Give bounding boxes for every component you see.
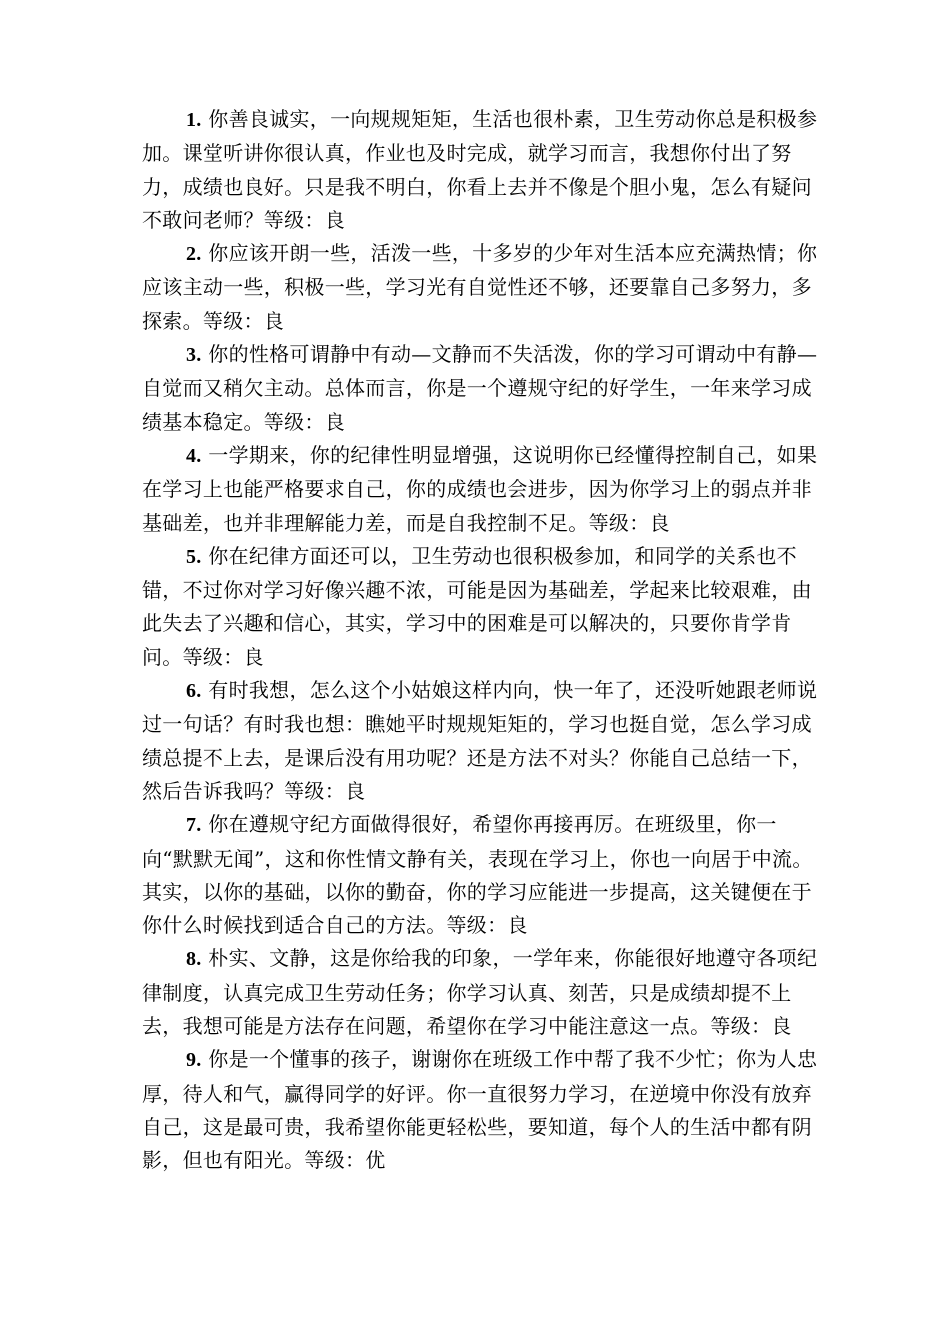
- comment-text: 你的性格可谓静中有动—文静而不失活泼，你的学习可谓动中有静—自觉而又稍欠主动。总体而言，你是一个遵规守纪的好学生，一年来学习成绩基本稳定。等级：良: [142, 342, 818, 434]
- comment-paragraph: [142, 540, 822, 674]
- comment-text: 你应该开朗一些，活泼一些，十多岁的少年对生活本应充满热情；你应该主动一些，积极一些，学习光有自觉性还不够，还要靠自己多努力，多探索。等级：良: [142, 241, 818, 333]
- comment-text: 你在遵规守纪方面做得很好，希望你再接再厉。在班级里，你一向“默默无闻”，这和你性情文静有关，表现在学习上，你也一向居于中流。其实，以你的基础，以你的勤奋，你的学习应能进一步提高，这关键便在于你什么时候找到适合自己的方法。等级：良: [142, 812, 813, 938]
- comment-paragraph: [142, 808, 822, 942]
- comment-text: 一学期来，你的纪律性明显增强，这说明你已经懂得控制自己，如果在学习上也能严格要求自己，你的成绩也会进步，因为你学习上的弱点并非基础差，也并非理解能力差，而是自我控制不足。等级：良: [142, 442, 818, 535]
- comment-number: 5.: [186, 545, 202, 568]
- comment-paragraph: [142, 942, 822, 1043]
- comment-paragraph: [142, 237, 822, 338]
- comment-paragraph: [142, 103, 822, 237]
- comment-number: 6.: [186, 680, 202, 703]
- comment-text: 你在纪律方面还可以，卫生劳动也很积极参加，和同学的关系也不错，不过你对学习好像兴趣不浓，可能是因为基础差，学起来比较艰难，由此失去了兴趣和信心，其实，学习中的困难是可以解决的，只要你肯学肯问。等级：良: [142, 543, 812, 669]
- comment-text: 朴实、文静，这是你给我的印象，一学年来，你能很好地遵守各项纪律制度，认真完成卫生劳动任务；你学习认真、刻苦，只是成绩却提不上去，我想可能是方法存在问题，希望你在学习中能注意这一点。等级：良: [142, 946, 818, 1039]
- comment-paragraph: [142, 1043, 822, 1177]
- comment-text: 你善良诚实，一向规规矩矩，生活也很朴素，卫生劳动你总是积极参加。课堂听讲你很认真，作业也及时完成，就学习而言，我想你付出了努力，成绩也良好。只是我不明白，你看上去并不像是个胆小鬼，怎么有疑问不敢问老师？等级：良: [142, 107, 818, 232]
- comment-text: 你是一个懂事的孩子，谢谢你在班级工作中帮了我不少忙；你为人忠厚，待人和气，赢得同学的好评。你一直很努力学习，在逆境中你没有放弃自己，这是最可贵，我希望你能更轻松些，要知道，每个人的生活中都有阴影，但也有阳光。等级：优: [142, 1047, 818, 1173]
- comment-number: 2.: [186, 243, 202, 266]
- document-page: [142, 103, 822, 1178]
- comment-number: 4.: [186, 444, 202, 467]
- comment-paragraph: [142, 674, 822, 808]
- comment-text: 有时我想，怎么这个小姑娘这样内向，快一年了，还没听她跟老师说过一句话？有时我也想：瞧她平时规规矩矩的，学习也挺自觉，怎么学习成绩总提不上去，是课后没有用功呢？还是方法不对头？你能自己总结一下，然后告诉我吗？等级：良: [142, 678, 818, 803]
- comment-number: 8.: [186, 948, 202, 971]
- comment-number: 1.: [186, 109, 202, 131]
- comment-number: 7.: [186, 814, 202, 837]
- comment-paragraph: [142, 439, 822, 540]
- comment-paragraph: [142, 338, 822, 439]
- comment-number: 3.: [186, 344, 202, 367]
- comment-number: 9.: [186, 1049, 202, 1072]
